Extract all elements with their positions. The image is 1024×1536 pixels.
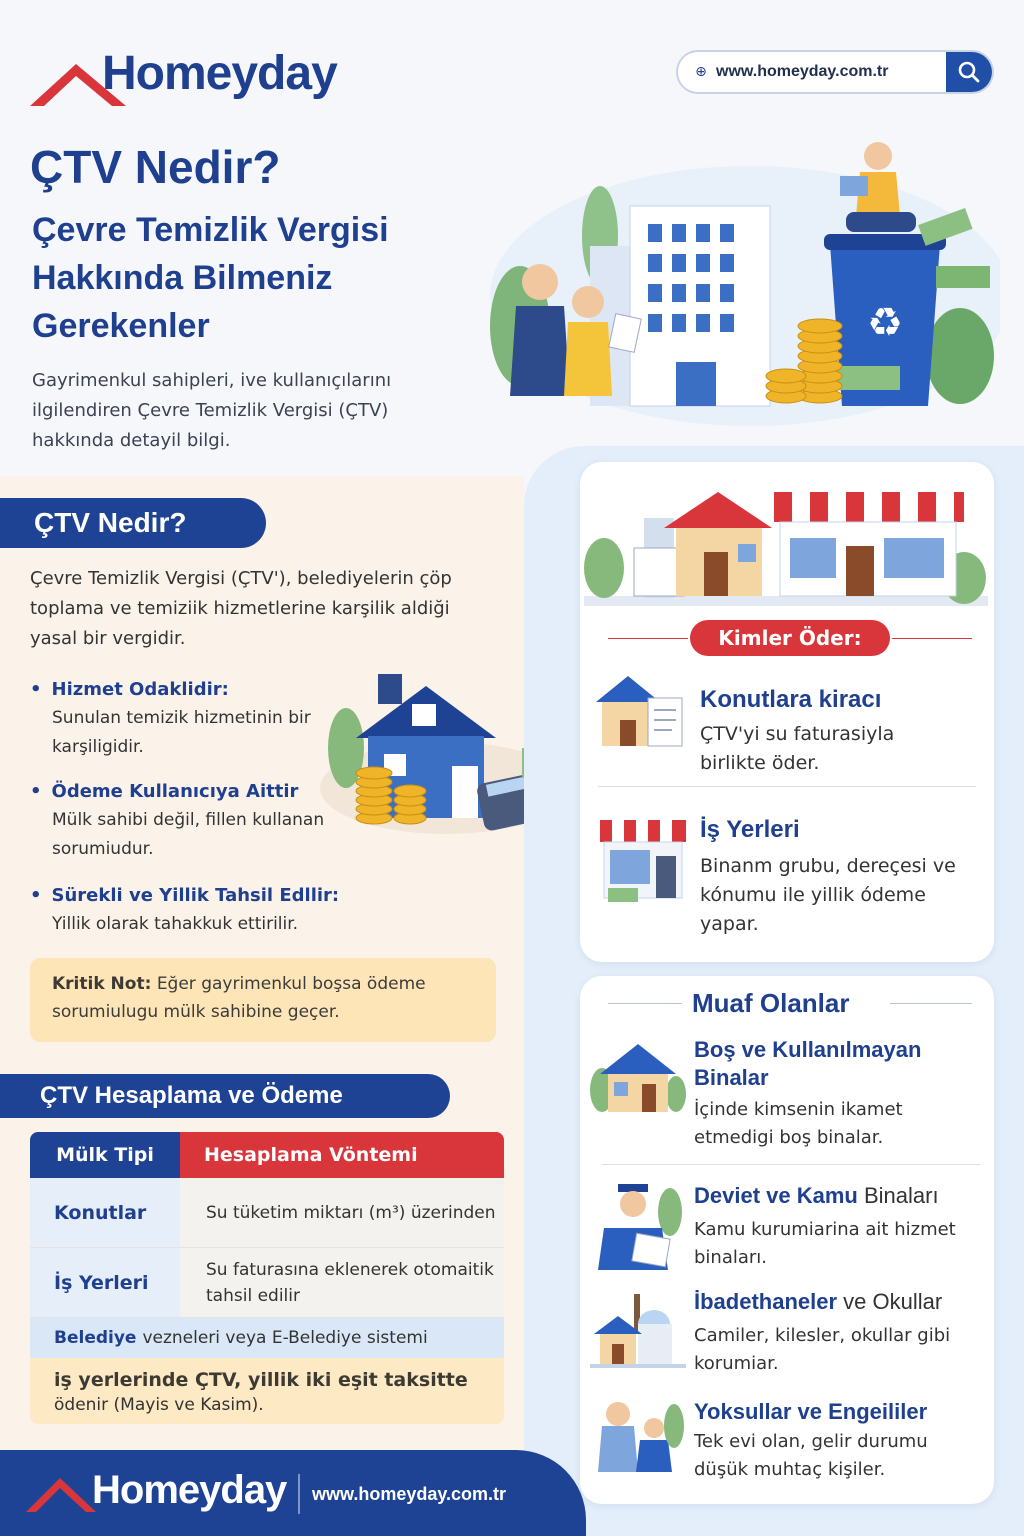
bullet-desc: Mülk sahibi değil, fillen kullanan sorumiudur.: [52, 810, 325, 859]
storefront-icon: [598, 816, 690, 904]
payer-title: Konutlara kiracı: [700, 686, 882, 713]
bullet-item: [30, 778, 330, 864]
footer: [0, 1450, 586, 1536]
exempt-heading: Muaf Olanlar: [692, 988, 850, 1018]
page-subtitle: Çevre Temizlik Vergisi Hakkında Bilmeniz Gerekenler: [32, 211, 389, 345]
section-heading-what: ÇTV Nedir?: [0, 498, 266, 548]
exempt-title-bold: Yoksullar ve Engeililer: [694, 1399, 928, 1424]
exempt-title-bold: Boş ve Kullanılmayan Binalar: [694, 1037, 922, 1090]
what-intro: Çevre Temizlik Vergisi (ÇTV'), belediyelerin çöp toplama ve temiziik hizmetlerine karşilik aldiği yasal bir vergidir.: [30, 568, 452, 649]
exempt-title: [694, 1036, 984, 1092]
house-red-roof-icon: [664, 492, 772, 528]
payment-channels: [30, 1318, 504, 1358]
payment-rest: vezneleri veya E-Belediye sistemi: [142, 1328, 428, 1348]
divider-line: [602, 1164, 980, 1165]
critical-note: [30, 958, 496, 1042]
payer-title: İş Yerleri: [700, 816, 800, 843]
bullet-desc: Yillik olarak tahakkuk ettirilir.: [52, 914, 299, 934]
row-type: İş Yerleri: [30, 1248, 180, 1317]
mosque-school-icon: [590, 1290, 686, 1370]
exempt-title-bold: Deviet ve Kamu: [694, 1183, 858, 1208]
table-header: [30, 1132, 504, 1178]
bullet-item: [30, 882, 390, 939]
bullet-item: [30, 676, 330, 762]
divider-line: [608, 1003, 682, 1004]
divider-line: [598, 786, 976, 787]
payment-bold: Belediye: [54, 1328, 137, 1348]
person-laptop-icon: [864, 142, 892, 170]
divider-line: [892, 638, 972, 639]
table-row: [30, 1248, 504, 1318]
brand-name: Homeyday: [102, 47, 337, 100]
section-heading-calc: ÇTV Hesaplama ve Ödeme: [0, 1074, 450, 1118]
divider-line: [890, 1003, 972, 1004]
exempt-title: [694, 1398, 994, 1426]
payer-desc: Binanm grubu, dereçesi ve kónumu ile yillik ódeme yapar.: [700, 855, 956, 935]
payers-heading: Kimler Öder:: [690, 620, 890, 656]
col-header-method: Hesaplama Vöntemi: [180, 1132, 504, 1178]
exempt-title-bold: İbadethaneler: [694, 1289, 838, 1314]
payer-desc: ÇTV'yi su faturasiyla birlikte öder.: [700, 723, 895, 774]
family-care-icon: [590, 1396, 686, 1476]
exempt-desc: Kamu kurumiarina ait hizmet binaları.: [694, 1219, 956, 1268]
hero-illustration: [480, 126, 1000, 426]
installment-bold: iş yerlerinde ÇTV, yillik iki eşit taksitte: [54, 1369, 468, 1391]
exempt-title-rest: ve Okullar: [843, 1289, 943, 1314]
footer-url[interactable]: www.homeyday.com.tr: [312, 1484, 507, 1504]
table-row: [30, 1178, 504, 1248]
installment-rest: ödenir (Mayis ve Kasim).: [54, 1395, 264, 1415]
exempt-desc: İçinde kimsenin ikamet etmedigi boş binalar.: [694, 1099, 903, 1148]
note-label: Kritik Not:: [52, 974, 152, 994]
exempt-title-rest: Binaları: [863, 1183, 939, 1208]
globe-icon: ⊕: [695, 64, 707, 80]
installment-note: [30, 1358, 504, 1424]
official-person-icon: [590, 1182, 686, 1272]
note-text: Eğer gayrimenkul boşsa ödeme sorumiulugu mülk sahibine geçer.: [52, 974, 426, 1022]
roof-logo-icon: [26, 1470, 96, 1514]
bullet-title: • Sürekli ve Yillik Tahsil Edllir:: [30, 882, 390, 910]
bullet-desc: Sunulan temizik hizmetinin bir karşiligidir.: [52, 708, 311, 757]
house-document-icon: [592, 672, 688, 752]
shops-illustration: [584, 488, 988, 606]
exempt-desc: Camiler, kilesler, okullar gibi korumiar.: [694, 1325, 951, 1374]
row-type: Konutlar: [30, 1178, 180, 1247]
couple-icon: [522, 264, 558, 300]
brand-logo[interactable]: [28, 42, 388, 112]
row-method: Su tüketim miktarı (m³) üzerinden: [180, 1178, 504, 1247]
row-method: Su faturasına eklenerek otomaitik tahsil edilir: [180, 1248, 504, 1317]
url-bar[interactable]: [676, 50, 994, 94]
calc-table: [30, 1132, 504, 1424]
col-header-type: Mülk Tipi: [30, 1132, 180, 1178]
svg-text:♻: ♻: [867, 300, 903, 346]
exempt-desc: Tek evi olan, gelir durumu düşük muhtaç kişiler.: [694, 1431, 928, 1480]
bullet-title: • Hizmet Odaklidir:: [30, 676, 330, 704]
footer-brand-name[interactable]: Homeyday: [92, 1468, 287, 1512]
search-button[interactable]: [946, 50, 992, 94]
url-text: www.homeyday.com.tr: [716, 63, 889, 80]
bullet-title: • Ödeme Kullanıcıya Aittir: [30, 778, 330, 806]
footer-divider: [298, 1474, 300, 1514]
exempt-title: [694, 1288, 994, 1316]
empty-house-icon: [590, 1040, 686, 1116]
divider-line: [608, 638, 688, 639]
page-description: Gayrimenkul sahipleri, ive kullanıçılarını ilgilendiren Çevre Temizlik Vergisi (ÇTV) hakkında detayil bilgi.: [32, 370, 392, 451]
page-title: ÇTV Nedir?: [30, 141, 281, 193]
exempt-title: [694, 1182, 994, 1210]
search-icon: [957, 60, 981, 84]
